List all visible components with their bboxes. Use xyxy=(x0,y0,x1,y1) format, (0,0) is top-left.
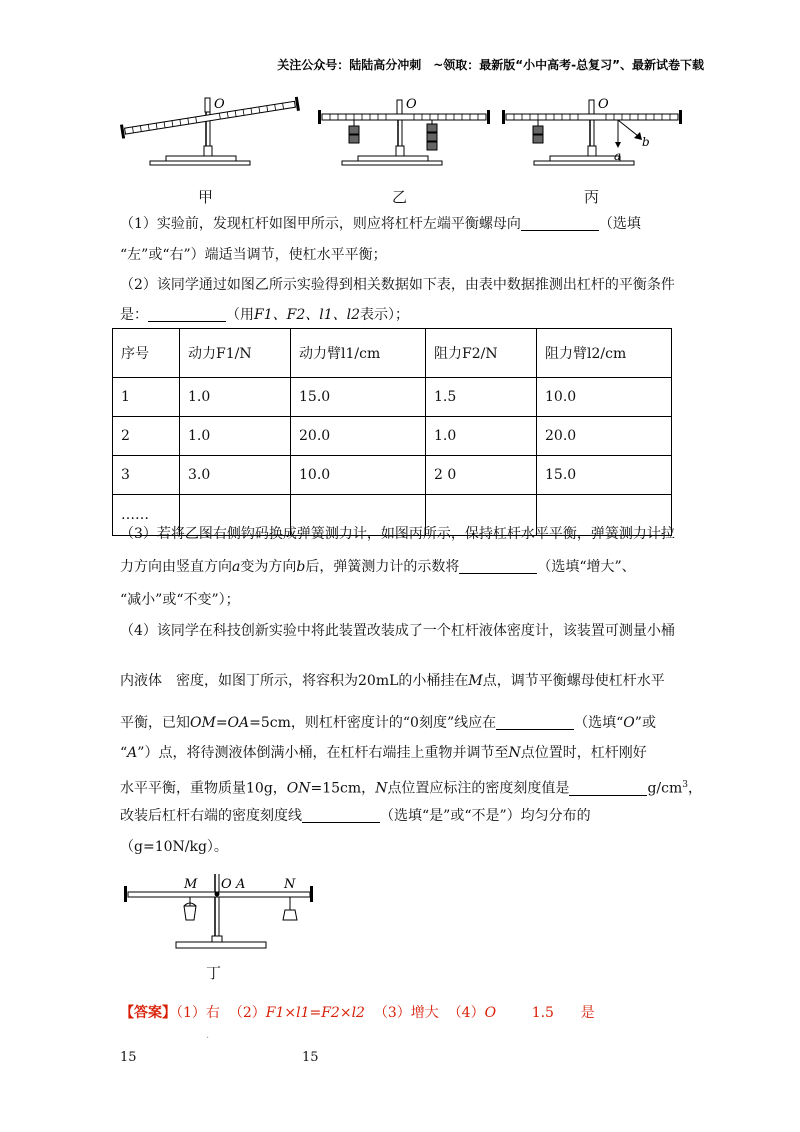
table-cell: 1.0 xyxy=(180,417,291,456)
yi-pivot-label: O xyxy=(406,97,417,112)
ding-label-m: M xyxy=(184,877,198,892)
table-cell: 1.0 xyxy=(426,417,537,456)
table-row xyxy=(113,378,672,417)
q3-blank xyxy=(459,559,537,574)
table-cell: 3 xyxy=(113,456,180,495)
q1-blank xyxy=(521,216,599,231)
q4-line5: 水平平衡，重物质量10g，ON=15cm，N点位置应标注的密度刻度值是 $g/cm^3$， xyxy=(120,780,702,797)
figure-yi xyxy=(318,97,490,165)
table-header-cell: 动力F1/N xyxy=(180,329,291,378)
page-header: 关注公众号：陆陆高分冲刺 ~领取：最新版“小中高考-总复习”、最新试卷下载 xyxy=(277,58,704,72)
ding-label-o: O xyxy=(221,877,232,892)
caption-jia: 甲 xyxy=(198,188,214,206)
table-row xyxy=(113,417,672,456)
q1-line1: （1）实验前，发现杠杆如图甲所示，则应将杠杆左端平衡螺母向 （选填 xyxy=(120,216,641,232)
ding-label-a: A xyxy=(236,877,246,892)
q2-line1: （2）该同学通过如图乙所示实验得到相关数据如下表，由表中数据推测出杠杆的平衡条件 xyxy=(120,277,675,293)
bing-pivot-label: O xyxy=(598,97,609,112)
table-header-cell: 动力臂l1/cm xyxy=(291,329,426,378)
bing-dir-a: a xyxy=(614,149,622,163)
q3-line3: “减小”或“不变”）； xyxy=(120,592,240,608)
table-header-cell: 序号 xyxy=(113,329,180,378)
table-cell: 3.0 xyxy=(180,456,291,495)
q2-line2: 是： （用F1、F2、l1、l2表示）； xyxy=(120,307,410,323)
table-cell: 20.0 xyxy=(291,417,426,456)
table-cell: 15.0 xyxy=(537,456,672,495)
page-number-center: 15 xyxy=(302,1050,319,1065)
q2-blank xyxy=(148,307,226,322)
q4-blank-density xyxy=(569,781,647,796)
caption-ding: 丁 xyxy=(206,964,222,982)
table-cell: 20.0 xyxy=(537,417,672,456)
footer-dot: . xyxy=(206,1030,210,1041)
table-cell: 1.5 xyxy=(426,378,537,417)
figure-ding xyxy=(118,870,318,954)
table-header-cell: 阻力F2/N xyxy=(426,329,537,378)
q4-line1: （4）该同学在科技创新实验中将此装置改装成了一个杠杆液体密度计，该装置可测量小桶 xyxy=(120,623,675,639)
table-cell: …… xyxy=(113,495,180,536)
q4-line2: 内液体 密度，如图丁所示，将容积为20mL的小桶挂在M点，调节平衡螺母使杠杆水平 xyxy=(120,673,665,689)
table-cell: 10.0 xyxy=(537,378,672,417)
caption-bing: 丙 xyxy=(584,188,600,206)
table-header-cell: 阻力臂l2/cm xyxy=(537,329,672,378)
table-cell: 1.0 xyxy=(180,378,291,417)
bing-dir-b: b xyxy=(642,135,650,149)
table-cell: 15.0 xyxy=(291,378,426,417)
caption-yi: 乙 xyxy=(392,188,408,206)
q4-line3: 平衡，已知OM=OA=5cm，则杠杆密度计的“0刻度”线应在 （选填“O”或 xyxy=(120,715,656,731)
q1-line2: “左”或“右”）端适当调节，使杠水平平衡； xyxy=(120,247,387,263)
q4-line7: （g=10N/kg）。 xyxy=(120,839,228,855)
ding-label-n: N xyxy=(284,877,296,892)
table-cell: 1 xyxy=(113,378,180,417)
jia-pivot-label: O xyxy=(214,97,225,112)
table-header-row xyxy=(113,329,672,378)
table-cell: 2 xyxy=(113,417,180,456)
q4-line6: 改装后杠杆右端的密度刻度线 （选填“是”或“不是”）均匀分布的 xyxy=(120,808,591,824)
page-number-left: 15 xyxy=(120,1050,137,1065)
answer-line: 【答案】（1）右 （2）F1×l1=F2×l2 （3）增大 （4）O 1.5 是 xyxy=(120,1005,595,1021)
data-table xyxy=(112,328,672,536)
figure-jia xyxy=(120,97,300,165)
q4-blank-uniform xyxy=(302,808,380,823)
table-cell: 2 0 xyxy=(426,456,537,495)
figure-bing xyxy=(502,97,682,165)
q4-blank-zero xyxy=(496,715,574,730)
table-row xyxy=(113,456,672,495)
q3-line2: 力方向由竖直方向a变为方向b后，弹簧测力计的示数将 （选填“增大”、 xyxy=(120,559,636,575)
table-cell: 10.0 xyxy=(291,456,426,495)
q4-line4: “A”）点，将待测液体倒满小桶，在杠杆右端挂上重物并调节至N点位置时，杠杆刚好 xyxy=(120,745,647,761)
q3-line1: （3）若将乙图右侧钩码换成弹簧测力计，如图丙所示，保持杠杆水平平衡，弹簧测力计拉 xyxy=(120,526,675,542)
